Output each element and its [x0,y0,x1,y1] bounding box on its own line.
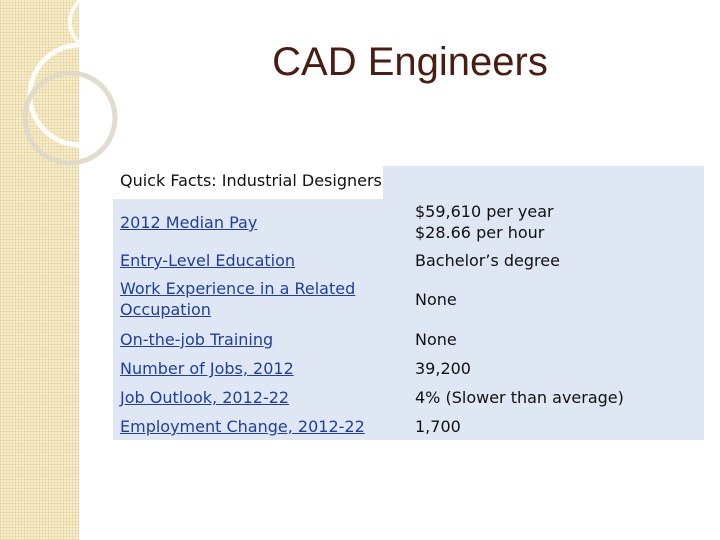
table-row [113,278,704,322]
row-value-median-pay-year: $59,610 per year [415,202,554,221]
row-label-employment-change[interactable]: Employment Change, 2012-22 [120,417,365,436]
row-value-median-pay-hour: $28.66 per hour [415,223,545,242]
row-value-work-experience: None [415,290,457,309]
table-heading-fill [383,166,704,199]
row-label-work-experience-line2[interactable]: Occupation [120,300,211,319]
slide-title: CAD Engineers [272,40,548,84]
row-label-median-pay[interactable]: 2012 Median Pay [120,213,258,232]
row-label-work-experience-line1[interactable]: Work Experience in a Related [120,279,356,298]
table-row [113,387,704,413]
table-body [113,199,704,440]
table-heading: Quick Facts: Industrial Designers [120,171,382,190]
row-value-job-outlook: 4% (Slower than average) [415,388,624,407]
row-label-number-of-jobs[interactable]: Number of Jobs, 2012 [120,359,294,378]
row-label-on-the-job-training[interactable]: On-the-job Training [120,330,274,349]
table-heading-cell [113,166,383,199]
table-row [113,329,704,355]
table-row [113,199,704,246]
row-value-entry-education: Bachelor’s degree [415,251,560,270]
row-value-number-of-jobs: 39,200 [415,359,471,378]
table-row [113,358,704,384]
row-value-on-the-job-training: None [415,330,457,349]
table-row [113,249,704,275]
row-label-entry-education[interactable]: Entry-Level Education [120,251,296,270]
table-row [113,416,704,440]
row-label-job-outlook[interactable]: Job Outlook, 2012-22 [120,388,290,407]
row-value-employment-change: 1,700 [415,417,461,436]
quick-facts-table [113,166,704,440]
